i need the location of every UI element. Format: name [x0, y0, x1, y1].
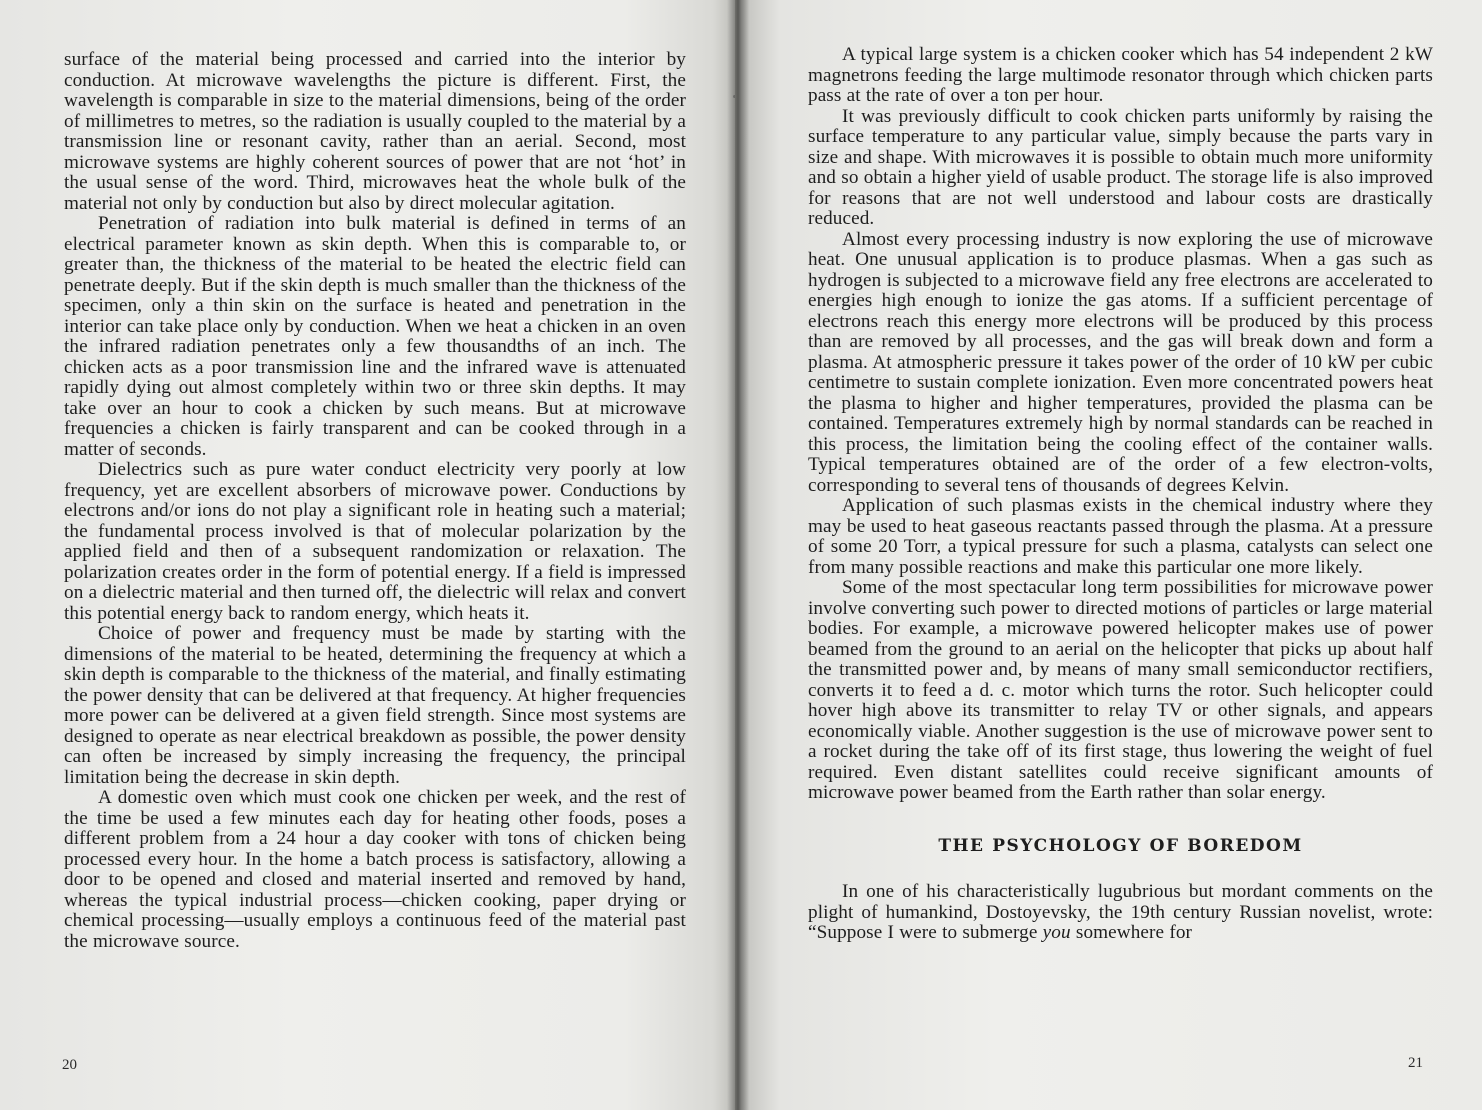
- section-paragraph: [808, 882, 1433, 944]
- left-page: [0, 0, 735, 1110]
- paragraph: Almost every processing industry is now exploring the use of microwave heat. One unusual application is to produce plasmas. When a gas such as hydrogen is subjected to a microwave field any free electrons are accelerated to energies high enough to ionize the gas atoms. If a sufficient percentage of electrons reach this energy more electrons will be produced by this process than are removed by all processes, and the gas will break down and form a plasma. At atmospheric pressure it takes power of the order of 10 kW per cubic centimetre to sustain complete ionization. Even more concentrated powers heat the plasma to higher and higher temperatures, provided the plasma can be contained. Temperatures extremely high by normal standards can be reached in this process, the limitation being the cooling effect of the container walls. Typical temperatures obtained are of the order of a few electron-volts, corresponding to several tens of thousands of degrees Kelvin.: [808, 228, 1433, 496]
- paragraph: Penetration of radiation into bulk material is defined in terms of an electrical parameter known as skin depth. When this is comparable to, or greater than, the thickness of the material to be heated the electric field can penetrate deeply. But if the skin depth is much smaller than the thickness of the specimen, only a thin skin on the surface is heated and penetration in the interior can take place only by conduction. When we heat a chicken in an oven the infrared radiation penetrates only a few thousandths of an inch. The chicken acts as a poor transmission line and the infrared wave is attenuated rapidly dying out almost completely within two or three skin depths. It may take over an hour to cook a chicken by such means. But at microwave frequencies a chicken is fairly transparent and can be cooked through in a matter of seconds.: [64, 213, 686, 460]
- section-heading: THE PSYCHOLOGY OF BOREDOM: [938, 835, 1303, 856]
- page-number: 20: [62, 1057, 77, 1073]
- section-paragraph-start: In one of his characteristically lugubrious but mordant comments on the plight of humankind, Dostoyevsky, the 19th century Russian novelist, wrote: “Suppose I were to submerge: [808, 881, 1433, 943]
- paragraph: Choice of power and frequency must be made by starting with the dimensions of the material to be heated, determining the frequency at which a skin depth is comparable to the thickness of the material, and finally estimating the power density that can be delivered at that frequency. At higher frequencies more power can be delivered at a given field strength. Since most systems are designed to operate as near electrical breakdown as possible, the power density can often be increased by simply increasing the frequency, the principal limitation being the decrease in skin depth.: [64, 623, 686, 788]
- emphasis-word: you: [1042, 922, 1071, 943]
- paragraph: It was previously difficult to cook chicken parts uniformly by raising the surface temperature to any particular value, simply because the parts vary in size and shape. With microwaves it is possible to obtain much more uniformity and so obtain a higher yield of usable product. The storage life is also improved for reasons that are not well understood and labour costs are drastically reduced.: [808, 105, 1433, 229]
- paragraph: Dielectrics such as pure water conduct electricity very poorly at low frequency, yet are excellent absorbers of microwave power. Conductions by electrons and/or ions do not play a significant role in heating such a material; the fundamental process involved is that of molecular polarization by the applied field and then of a subsequent randomization or relaxation. The polarization creates order in the form of potential energy. If a field is impressed on a dielectric material and then turned off, the dielectric will relax and convert this potential energy back to random energy, which heats it.: [64, 459, 686, 624]
- paragraph: Some of the most spectacular long term possibilities for microwave power involve converting such power to directed motions of particles or large material bodies. For example, a microwave powered helicopter makes use of power beamed from the ground to an aerial on the helicopter that picks up about half the transmitted power and, by means of many small semiconductor rectifiers, converts it to feed a d. c. motor which turns the rotor. Such helicopter could hover high above its transmitter to relay TV or other signals, and appears economically viable. Another suggestion is the use of microwave power sent to a rocket during the take off of its first stage, thus lowering the weight of fuel required. Even distant satellites could receive significant amounts of microwave power beamed from the Earth rather than solar energy.: [808, 577, 1433, 803]
- page-number: 21: [1408, 1055, 1423, 1071]
- book-gutter: [727, 0, 749, 1110]
- right-page: [735, 0, 1482, 1110]
- paragraph: Application of such plasmas exists in the chemical industry where they may be used to heat gaseous reactants passed through the plasma. At a pressure of some 20 Torr, a typical pressure for such a plasma, catalysts can select one from many possible reactions and make this particular one more likely.: [808, 495, 1433, 578]
- left-page-text: [64, 50, 686, 952]
- paragraph: A typical large system is a chicken cooker which has 54 independent 2 kW magnetrons feeding the large multimode resonator through which chicken parts pass at the rate of over a ton per hour.: [808, 44, 1433, 106]
- right-page-text: [808, 45, 1433, 944]
- section-paragraph-end: somewhere for: [1070, 922, 1193, 943]
- paragraph: surface of the material being processed and carried into the interior by conduction. At microwave wavelengths the picture is different. First, the wavelength is comparable in size to the material dimensions, being of the order of millimetres to metres, so the radiation is usually coupled to the material by a transmission line or resonant cavity, rather than an aerial. Second, most microwave systems are highly coherent sources of power that are not ‘hot’ in the usual sense of the word. Third, microwaves heat the whole bulk of the material not only by conduction but also by direct molecular agitation.: [64, 49, 686, 214]
- paragraph: A domestic oven which must cook one chicken per week, and the rest of the time be used a few minutes each day for heating other foods, poses a different problem from a 24 hour a day cooker with tons of chicken being processed every hour. In the home a batch process is satisfactory, allowing a door to be opened and closed and material inserted and removed by hand, whereas the typical industrial process—chicken cooking, paper drying or chemical processing—usually employs a continuous feed of the material past the microwave source.: [64, 787, 686, 952]
